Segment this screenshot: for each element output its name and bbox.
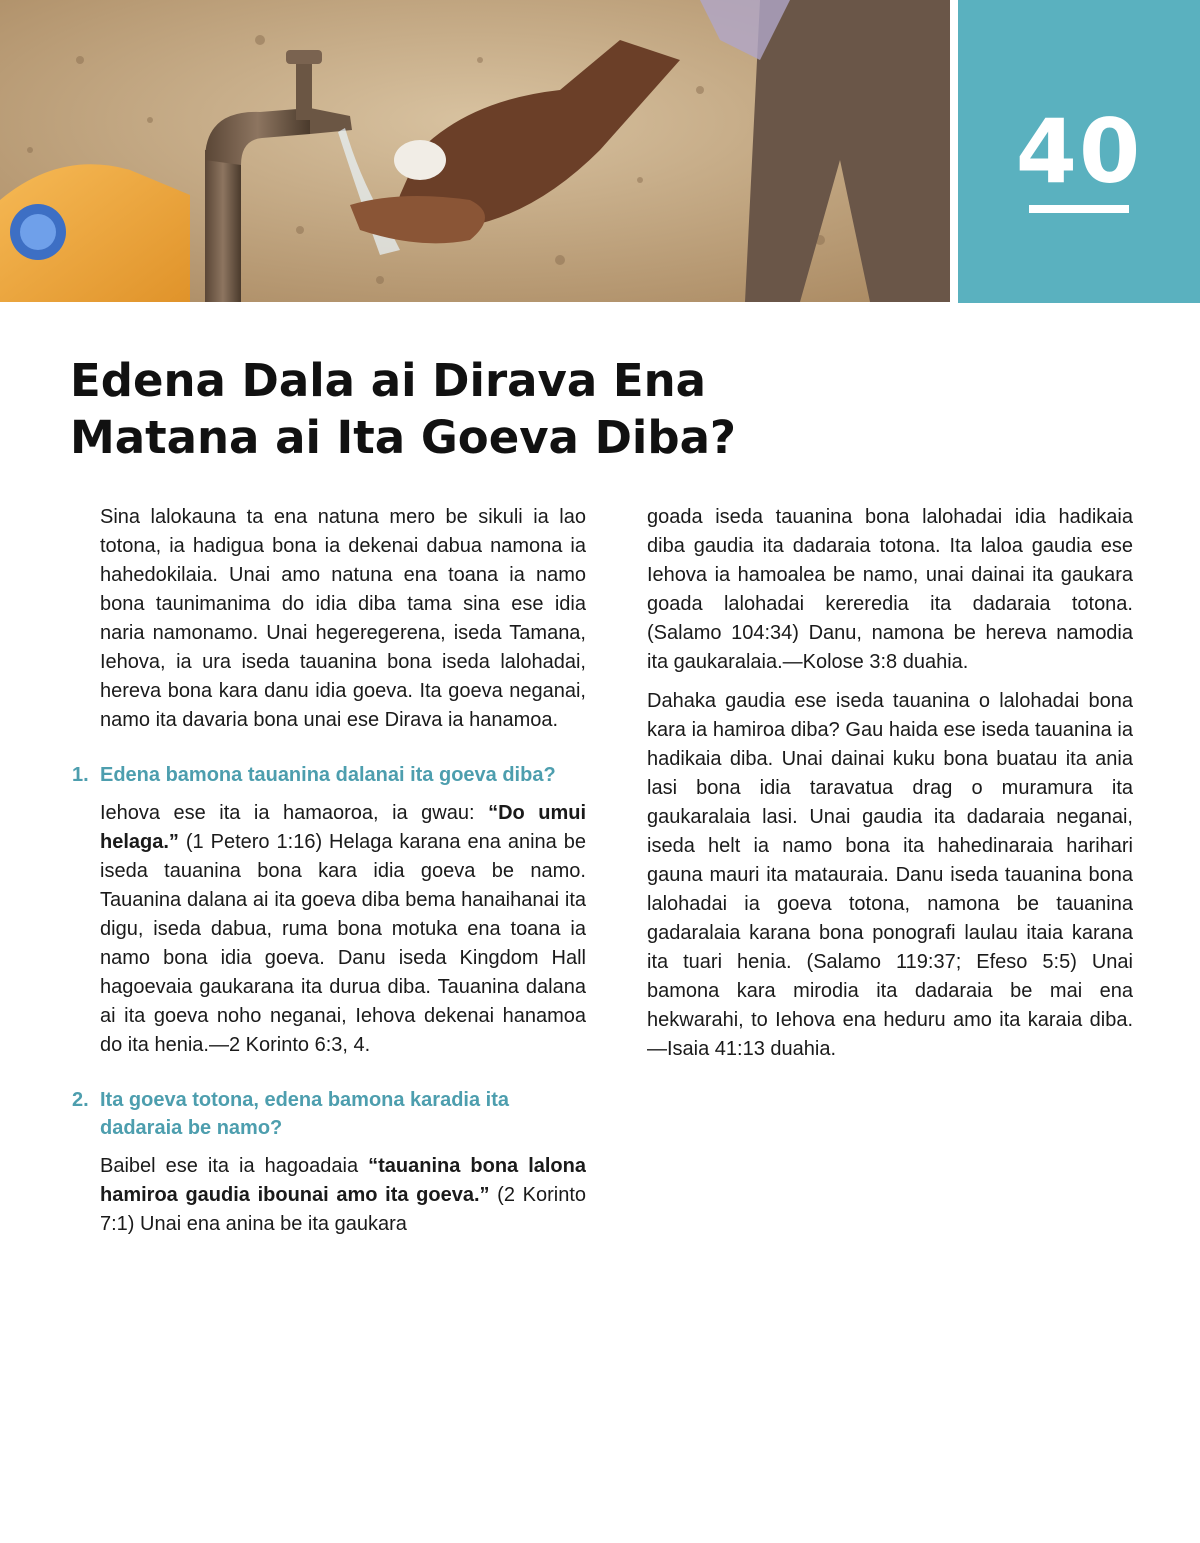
question-1 xyxy=(72,761,586,789)
question-2-number: 2. xyxy=(72,1089,89,1111)
section-2-paragraph-2: Dahaka gaudia ese iseda tauanina o lalohadai bona kara ia hamiroa diba? Gau haida ese iseda tauanina ia hadikaia diba. Unai dainai kuku bona buatau ita ania lasi bona idia taravatua drag o muramura ita gaukaralaia lasi. Unai gaudia ita dadaraia neganai, iseda helt ia namo bona ita hahedinaraia harihari gauna mauri ita matauraia. Danu iseda tauanina bona lalohadai ia goeva totona, namona be tauanina gadaralaia karana bona ponografi laulau itaia karana ita tuari henia. (Salamo 119:37; Efeso 5:5) Unai bamona kara mirodia ita dadaraia be mai ena hekwarahi, to Iehova ena heduru amo ita karaia diba.—Isaia 41:13 duahia. xyxy=(647,690,1133,1060)
question-1-number: 1. xyxy=(72,764,89,786)
section-1-paragraph xyxy=(100,799,586,1060)
section-2-text-start: Baibel ese ita ia hagoadaia xyxy=(100,1155,369,1177)
section-2-paragraph-1 xyxy=(100,1152,586,1239)
intro-paragraph: Sina lalokauna ta ena natuna mero be sikuli ia lao totona, ia hadigua bona ia dekenai dabua namona ia hahedokilaia. Unai amo natuna ena toana ia namo bona taunimanima do idia diba tama sina ese idia naria namonamo. Unai hegeregerena, iseda Tamana, Iehova, ia ura iseda tauanina bona iseda lalohadai, hereva bona kara danu idia goeva. Ita goeva neganai, namo ita davaria bona unai ese Dirava ia hanamoa. xyxy=(100,506,586,731)
section-1-text-rest: (1 Petero 1:16) Helaga karana ena anina be iseda tauanina bona kara idia goeva be namo. Tauanina dalana ai ita goeva diba bema hanaihanai ita digu, iseda dabua, ruma bona motuka ena toana ia namo bona idia goeva. Danu iseda Kingdom Hall hagoevaia gaukarana ita durua diba. Tauanina dalana ai ita goeva noho neganai, Iehova dekenai hanamoa do ita henia.—2 Korinto 6:3, 4. xyxy=(100,831,586,1056)
chapter-underline xyxy=(1029,205,1129,213)
page-title xyxy=(70,352,830,466)
section-1-text-start: Iehova ese ita ia hamaoroa, ia gwau: xyxy=(100,802,489,824)
question-1-text: Edena bamona tauanina dalanai ita goeva diba? xyxy=(100,764,556,786)
right-column xyxy=(647,503,1133,1074)
title-line-2: Matana ai Ita Goeva Diba? xyxy=(70,411,737,464)
handwashing-photo-illustration xyxy=(0,0,950,302)
section-2-paragraph-1-continued: goada iseda tauanina bona lalohadai idia hadikaia diba gaudia ita dadaraia totona. Ita laloa gaudia ese Iehova ia hamoalea be namo, unai dainai ita gaukara goada lalohadai kereredia ita dadaraia totona. (Salamo 104:34) Danu, namona be hereva namodia ita gaukaralaia.—Kolose 3:8 duahia. xyxy=(647,506,1133,673)
section-2-text-rest: (2 Korinto 7:1) Unai ena anina be ita gaukara xyxy=(100,1184,586,1235)
question-2-text: Ita goeva totona, edena bamona karadia ita dadaraia be namo? xyxy=(100,1089,510,1139)
chapter-number: 40 xyxy=(1015,100,1143,203)
section-2-bold-quote: “tauanina bona lalona hamiroa gaudia ibounai amo ita goeva.” xyxy=(100,1155,586,1206)
question-2 xyxy=(72,1086,586,1142)
header-photo xyxy=(0,0,950,302)
title-line-1: Edena Dala ai Dirava Ena xyxy=(70,354,707,407)
left-column xyxy=(72,503,586,1239)
section-1-bold-quote: “Do umui helaga.” xyxy=(100,802,586,853)
chapter-number-box xyxy=(958,0,1200,303)
